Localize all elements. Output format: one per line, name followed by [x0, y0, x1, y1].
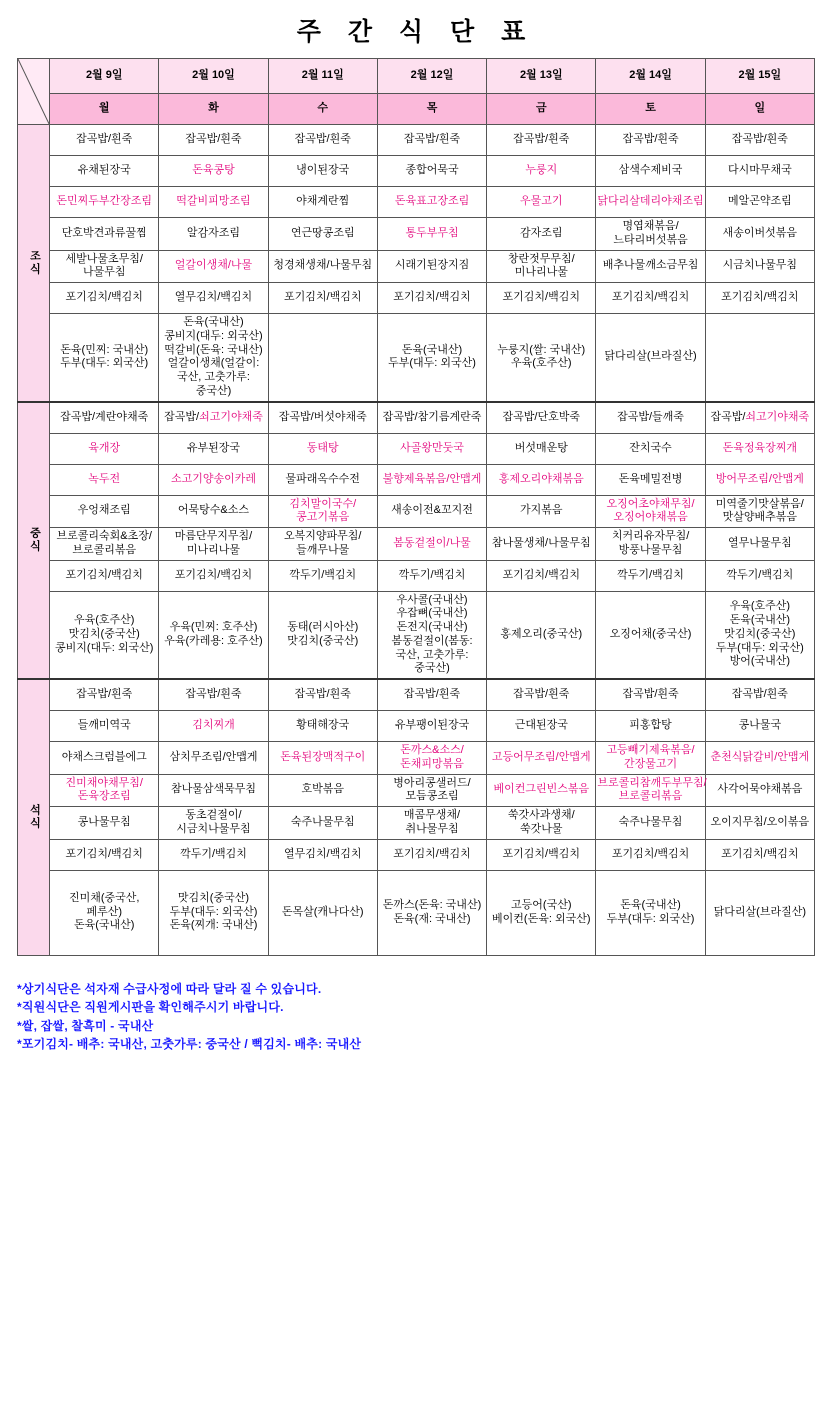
menu-cell-lunch-5-6: 깍두기/백김치: [705, 560, 814, 591]
origin-cell-lunch-4: [487, 591, 596, 679]
menu-cell-breakfast-1-3: 종합어묵국: [377, 156, 486, 187]
menu-cell-lunch-3-2: 김치말이국수/콩고기볶음: [268, 495, 377, 528]
menu-cell-dinner-0-3: 잡곡밥/흰죽: [377, 679, 486, 711]
origin-line: 우잡뼈(국내산): [396, 607, 468, 620]
origin-line: 돈육(찌개: 국내산): [169, 919, 258, 932]
menu-cell-dinner-2-1: 삼치무조림/안맵게: [159, 742, 268, 775]
header-date-0: 2월 9일: [50, 59, 159, 94]
menu-cell-lunch-4-4: 참나물생채/나물무침: [487, 528, 596, 561]
menu-cell-lunch-1-4: 버섯매운탕: [487, 433, 596, 464]
table-row: [18, 187, 815, 218]
header-date-1: 2월 10일: [159, 59, 268, 94]
page-title: 주 간 식 단 표: [296, 18, 536, 46]
footer-notes: [17, 980, 815, 1054]
origin-cell-dinner-2: [268, 870, 377, 955]
header-date-3: 2월 12일: [377, 59, 486, 94]
menu-cell-lunch-2-3: 불향제육볶음/안맵게: [377, 464, 486, 495]
table-row: [18, 679, 815, 711]
menu-cell-dinner-4-2: 숙주나물무침: [268, 807, 377, 840]
menu-cell-breakfast-1-0: 유채된장국: [50, 156, 159, 187]
menu-cell-dinner-5-3: 포기김치/백김치: [377, 839, 486, 870]
table-row: [18, 125, 815, 156]
menu-cell-dinner-2-2: 돈육된장맥적구이: [268, 742, 377, 775]
menu-text-part: 잡곡밥/: [710, 410, 746, 423]
table-row: [18, 283, 815, 314]
menu-cell-dinner-4-6: 오이지무침/오이볶음: [705, 807, 814, 840]
menu-cell-dinner-2-4: 고등어무조림/안맵게: [487, 742, 596, 775]
menu-cell-lunch-0-3: 잡곡밥/참기름계란죽: [377, 402, 486, 434]
menu-cell-dinner-4-4: 쑥갓사과생채/쑥갓나물: [487, 807, 596, 840]
menu-cell-breakfast-5-3: 포기김치/백김치: [377, 283, 486, 314]
menu-cell-breakfast-4-6: 시금치나물무침: [705, 250, 814, 283]
menu-cell-dinner-4-0: 콩나물무침: [50, 807, 159, 840]
origin-line: 맛김치(중국산): [68, 627, 140, 640]
menu-cell-breakfast-5-6: 포기김치/백김치: [705, 283, 814, 314]
menu-cell-lunch-0-2: 잡곡밥/버섯야채죽: [268, 402, 377, 434]
menu-cell-lunch-3-5: 오징어초야채무침/오징어야채볶음: [596, 495, 705, 528]
meal-label-lunch: [18, 402, 50, 680]
origin-cell-lunch-1: [159, 591, 268, 679]
origin-line: 돈육(국내산): [73, 919, 135, 932]
menu-cell-dinner-0-1: 잡곡밥/흰죽: [159, 679, 268, 711]
menu-text-part: 잡곡밥/: [164, 410, 200, 423]
meal-label-text: 조식: [28, 249, 41, 276]
origin-cell-lunch-0: [50, 591, 159, 679]
menu-cell-lunch-2-6: 방어무조림/안맵게: [705, 464, 814, 495]
menu-cell-lunch-5-0: 포기김치/백김치: [50, 560, 159, 591]
menu-cell-dinner-5-6: 포기김치/백김치: [705, 839, 814, 870]
header-day-0: 월: [50, 94, 159, 125]
origin-cell-dinner-3: [377, 870, 486, 955]
menu-cell-dinner-0-2: 잡곡밥/흰죽: [268, 679, 377, 711]
origin-line: 맛김치(중국산): [177, 891, 250, 904]
origin-line: 우육(카레용: 호주산): [164, 634, 263, 647]
menu-cell-lunch-0-1: [159, 402, 268, 434]
footer-note-1: *직원식단은 직원게시판을 확인해주시기 바랍니다.: [17, 1000, 284, 1015]
menu-cell-breakfast-0-0: 잡곡밥/흰죽: [50, 125, 159, 156]
menu-cell-dinner-3-2: 호박볶음: [268, 774, 377, 807]
origin-line: 고등어(국산): [511, 898, 572, 911]
menu-cell-dinner-2-3: 돈까스&소스/돈채피망볶음: [377, 742, 486, 775]
header-date-2: 2월 11일: [268, 59, 377, 94]
menu-cell-breakfast-3-6: 새송이버섯볶음: [705, 218, 814, 251]
menu-cell-dinner-5-2: 열무김치/백김치: [268, 839, 377, 870]
table-row: [18, 218, 815, 251]
origin-line: 두부(대두: 외국산): [388, 357, 476, 370]
menu-cell-lunch-2-1: 소고기양송이카레: [159, 464, 268, 495]
menu-cell-lunch-3-0: 우엉채조림: [50, 495, 159, 528]
menu-cell-breakfast-2-5: 닭다리살데리야채조림: [596, 187, 705, 218]
header-date-5: 2월 14일: [596, 59, 705, 94]
menu-cell-lunch-3-4: 가지볶음: [487, 495, 596, 528]
table-row: [18, 742, 815, 775]
origin-cell-breakfast-3: [377, 314, 486, 402]
menu-cell-dinner-5-5: 포기김치/백김치: [596, 839, 705, 870]
table-header: [18, 59, 815, 125]
origin-line: 누룽지(쌀: 국내산): [497, 343, 586, 356]
menu-cell-lunch-3-1: 어묵탕수&소스: [159, 495, 268, 528]
origin-row: [18, 314, 815, 402]
origin-line: 오징어채(중국산): [609, 627, 692, 640]
origin-line: 우육(호주산): [73, 614, 135, 627]
origin-cell-dinner-1: [159, 870, 268, 955]
menu-cell-lunch-4-6: 열무나물무침: [705, 528, 814, 561]
origin-line: 방어(국내산): [729, 655, 791, 668]
menu-cell-lunch-2-5: 돈육메밀전병: [596, 464, 705, 495]
menu-cell-dinner-1-2: 황태해장국: [268, 711, 377, 742]
table-row: [18, 839, 815, 870]
menu-cell-dinner-5-0: 포기김치/백김치: [50, 839, 159, 870]
menu-cell-dinner-2-5: 고등빼기제육볶음/간장물고기: [596, 742, 705, 775]
header-day-2: 수: [268, 94, 377, 125]
menu-cell-lunch-3-3: 새송이전&꼬지전: [377, 495, 486, 528]
menu-cell-breakfast-3-5: 명엽채볶음/느타리버섯볶음: [596, 218, 705, 251]
meal-label-breakfast: [18, 125, 50, 402]
footer-note-3: *포기김치- 배추: 국내산, 고춧가루: 중국산 / 뻑김치- 배추: 국내산: [17, 1037, 362, 1052]
menu-cell-dinner-0-6: 잡곡밥/흰죽: [705, 679, 814, 711]
menu-text-part-highlight: 쇠고기야채죽: [745, 410, 810, 423]
menu-cell-lunch-1-5: 잔치국수: [596, 433, 705, 464]
origin-line: 콩비지(대두: 외국산): [164, 329, 263, 342]
origin-cell-lunch-5: [596, 591, 705, 679]
menu-cell-lunch-5-2: 깍두기/백김치: [268, 560, 377, 591]
menu-cell-breakfast-2-1: 떡갈비피망조림: [159, 187, 268, 218]
table-row: [18, 433, 815, 464]
origin-line: 두부(대두: 외국산): [715, 641, 804, 654]
origin-line: 돈전지(국내산): [396, 621, 468, 633]
table-row: [18, 464, 815, 495]
footer-note-0: *상기식단은 석자재 수급사정에 따라 달라 질 수 있습니다.: [17, 981, 322, 996]
menu-cell-dinner-3-4: 베이컨그린빈스볶음: [487, 774, 596, 807]
menu-cell-dinner-5-1: 깍두기/백김치: [159, 839, 268, 870]
menu-cell-dinner-4-5: 숙주나물무침: [596, 807, 705, 840]
origin-line: 얼갈이생채(얼갈이: 국산, 고춧가루: 중국산): [167, 357, 260, 397]
menu-cell-breakfast-0-1: 잡곡밥/흰죽: [159, 125, 268, 156]
origin-line: 우육(호주산): [729, 600, 791, 613]
menu-cell-lunch-4-1: 마름단무지무침/미나리나물: [159, 528, 268, 561]
table-row: [18, 250, 815, 283]
menu-cell-dinner-0-0: 잡곡밥/흰죽: [50, 679, 159, 711]
origin-line: 돈육(국내산): [729, 614, 791, 627]
menu-cell-breakfast-2-4: 우물고기: [487, 187, 596, 218]
origin-row: [18, 870, 815, 955]
menu-cell-lunch-5-1: 포기김치/백김치: [159, 560, 268, 591]
menu-cell-breakfast-2-3: 돈육표고장조림: [377, 187, 486, 218]
origin-line: 우육(호주산): [511, 357, 572, 370]
weekly-menu-table: [17, 58, 815, 956]
origin-line: 떡갈비(돈육: 국내산): [164, 343, 263, 356]
header-date-6: 2월 15일: [705, 59, 814, 94]
menu-cell-lunch-5-5: 깍두기/백김치: [596, 560, 705, 591]
menu-cell-breakfast-4-1: 얼갈이생채/나물: [159, 250, 268, 283]
origin-line: 돈목살(캐나다산): [281, 905, 364, 918]
menu-cell-lunch-1-0: 육개장: [50, 433, 159, 464]
origin-line: 우육(민찌: 호주산): [169, 621, 258, 633]
menu-cell-breakfast-4-3: 시래기된장지짐: [377, 250, 486, 283]
footer-note-2: *쌀, 잡쌀, 찰흑미 - 국내산: [17, 1018, 154, 1033]
meal-label-text: 중식: [28, 527, 41, 554]
table-row: [18, 156, 815, 187]
origin-cell-breakfast-4: [487, 314, 596, 402]
menu-cell-breakfast-0-4: 잡곡밥/흰죽: [487, 125, 596, 156]
menu-cell-dinner-4-1: 동초겉절이/시금치나물무침: [159, 807, 268, 840]
menu-cell-lunch-5-4: 포기김치/백김치: [487, 560, 596, 591]
header-date-4: 2월 13일: [487, 59, 596, 94]
origin-line: 두부(대두: 외국산): [169, 905, 258, 918]
header-day-1: 화: [159, 94, 268, 125]
menu-cell-breakfast-3-0: 단호박견과류꿀찜: [50, 218, 159, 251]
origin-line: 베이컨(돈육: 외국산): [492, 912, 591, 925]
origin-line: 닭다리살(브라질산): [604, 350, 697, 363]
origin-line: 두부(대두: 외국산): [60, 357, 149, 370]
menu-cell-breakfast-0-3: 잡곡밥/흰죽: [377, 125, 486, 156]
header-day-3: 목: [377, 94, 486, 125]
menu-cell-dinner-2-0: 야채스크럼블에그: [50, 742, 159, 775]
menu-cell-dinner-3-6: 사각어묵야채볶음: [705, 774, 814, 807]
menu-cell-breakfast-5-1: 열무김치/백김치: [159, 283, 268, 314]
menu-cell-dinner-0-4: 잡곡밥/흰죽: [487, 679, 596, 711]
menu-cell-lunch-4-3: 봄동겉절이/나물: [377, 528, 486, 561]
menu-cell-dinner-1-3: 유부팽이된장국: [377, 711, 486, 742]
menu-cell-breakfast-5-0: 포기김치/백김치: [50, 283, 159, 314]
table-row: [18, 560, 815, 591]
origin-line: 돈육(재: 국내산): [393, 912, 471, 925]
menu-cell-lunch-0-6: [705, 402, 814, 434]
menu-cell-breakfast-2-6: 메알곤약조림: [705, 187, 814, 218]
menu-cell-breakfast-4-0: 세발나물초무침/나물무침: [50, 250, 159, 283]
menu-cell-dinner-4-3: 매콤무생채/취나물무침: [377, 807, 486, 840]
menu-cell-breakfast-2-0: 돈민찌두부간장조림: [50, 187, 159, 218]
origin-line: 맛김치(중국산): [287, 634, 359, 647]
origin-line: 콩비지(대두: 외국산): [54, 641, 154, 654]
origin-line: 돈육(국내산): [183, 316, 244, 328]
origin-cell-breakfast-0: [50, 314, 159, 402]
menu-cell-dinner-1-4: 근대된장국: [487, 711, 596, 742]
origin-cell-breakfast-1: [159, 314, 268, 402]
menu-cell-dinner-1-6: 콩나물국: [705, 711, 814, 742]
menu-cell-dinner-3-0: 진미채야채무침/돈육장조림: [50, 774, 159, 807]
menu-cell-breakfast-0-2: 잡곡밥/흰죽: [268, 125, 377, 156]
menu-cell-lunch-2-4: 홍제오리야채볶음: [487, 464, 596, 495]
origin-line: 돈까스(돈육: 국내산): [382, 898, 482, 911]
origin-line: 봄동겉절이(봄동: 국산, 고춧가루: 중국산): [391, 634, 473, 675]
menu-cell-breakfast-3-1: 알감자조림: [159, 218, 268, 251]
origin-line: 두부(대두: 외국산): [606, 912, 695, 925]
menu-cell-lunch-5-3: 깍두기/백김치: [377, 560, 486, 591]
menu-cell-dinner-2-6: 춘천식닭갈비/안맵게: [705, 742, 814, 775]
table-body: [18, 125, 815, 956]
menu-cell-breakfast-5-4: 포기김치/백김치: [487, 283, 596, 314]
origin-line: 돈육(국내산): [620, 898, 681, 911]
origin-cell-lunch-2: [268, 591, 377, 679]
menu-cell-lunch-0-4: 잡곡밥/단호박죽: [487, 402, 596, 434]
origin-line: 닭다리살(브라질산): [713, 905, 806, 918]
table-row: [18, 528, 815, 561]
menu-cell-dinner-3-5: 브로콜리참깨두부무침/브로콜리볶음: [596, 774, 705, 807]
origin-cell-breakfast-2: [268, 314, 377, 402]
menu-cell-lunch-1-2: 동태탕: [268, 433, 377, 464]
origin-cell-dinner-5: [596, 870, 705, 955]
origin-row: [18, 591, 815, 679]
menu-cell-dinner-1-1: 김치찌개: [159, 711, 268, 742]
diagonal-line-icon: [18, 59, 49, 124]
header-day-4: 금: [487, 94, 596, 125]
table-row: [18, 402, 815, 434]
menu-cell-breakfast-4-5: 배추나물깨소금무침: [596, 250, 705, 283]
menu-cell-lunch-3-6: 미역줄기맛살볶음/맛살양배추볶음: [705, 495, 814, 528]
menu-cell-breakfast-1-6: 다시마무채국: [705, 156, 814, 187]
menu-cell-lunch-0-0: 잡곡밥/계란야채죽: [50, 402, 159, 434]
menu-cell-dinner-0-5: 잡곡밥/흰죽: [596, 679, 705, 711]
origin-line: 홍제오리(중국산): [500, 627, 583, 640]
menu-cell-lunch-4-0: 브로콜리숙회&초장/브로콜리볶음: [50, 528, 159, 561]
table-row: [18, 807, 815, 840]
menu-text-part-highlight: 쇠고기야채죽: [199, 410, 263, 423]
menu-cell-breakfast-5-5: 포기김치/백김치: [596, 283, 705, 314]
header-day-5: 토: [596, 94, 705, 125]
origin-line: 진미채(중국산, 페루산): [68, 891, 140, 918]
menu-cell-dinner-3-1: 참나물삼색묵무침: [159, 774, 268, 807]
origin-line: 돈육(민찌: 국내산): [60, 343, 149, 356]
menu-cell-breakfast-5-2: 포기김치/백김치: [268, 283, 377, 314]
origin-cell-breakfast-6: [705, 314, 814, 402]
table-row: [18, 774, 815, 807]
menu-cell-lunch-1-3: 사골왕만둣국: [377, 433, 486, 464]
menu-cell-breakfast-1-2: 냉이된장국: [268, 156, 377, 187]
origin-cell-lunch-6: [705, 591, 814, 679]
menu-cell-lunch-4-5: 치커리유자무침/방풍나물무침: [596, 528, 705, 561]
meal-label-text: 석식: [28, 804, 41, 831]
menu-cell-breakfast-3-2: 연근땅콩조림: [268, 218, 377, 251]
corner-cell: [18, 59, 50, 125]
menu-cell-lunch-4-2: 오복지양파무침/들깨무나물: [268, 528, 377, 561]
menu-cell-breakfast-3-3: 통두부무침: [377, 218, 486, 251]
menu-cell-lunch-2-0: 녹두전: [50, 464, 159, 495]
menu-cell-breakfast-1-5: 삼색수제비국: [596, 156, 705, 187]
origin-cell-dinner-0: [50, 870, 159, 955]
origin-cell-lunch-3: [377, 591, 486, 679]
origin-line: 동태(러시아산): [287, 621, 359, 633]
menu-cell-lunch-2-2: 물파래옥수수전: [268, 464, 377, 495]
table-row: [18, 711, 815, 742]
menu-cell-breakfast-4-2: 청경채생채/나물무침: [268, 250, 377, 283]
menu-cell-lunch-1-1: 유부된장국: [159, 433, 268, 464]
origin-line: 돈육(국내산): [401, 343, 463, 356]
menu-cell-breakfast-3-4: 감자조림: [487, 218, 596, 251]
menu-cell-lunch-1-6: 돈육정육장찌개: [705, 433, 814, 464]
origin-line: 우사콜(국내산): [396, 593, 468, 606]
menu-cell-lunch-0-5: 잡곡밥/들깨죽: [596, 402, 705, 434]
menu-cell-breakfast-4-4: 창란젓무무침/미나리나물: [487, 250, 596, 283]
menu-cell-breakfast-0-6: 잡곡밥/흰죽: [705, 125, 814, 156]
menu-cell-dinner-3-3: 병아리콩샐러드/모듬콩조림: [377, 774, 486, 807]
menu-cell-breakfast-1-4: 누룽지: [487, 156, 596, 187]
origin-cell-dinner-4: [487, 870, 596, 955]
menu-cell-breakfast-0-5: 잡곡밥/흰죽: [596, 125, 705, 156]
menu-cell-breakfast-1-1: 돈육콩탕: [159, 156, 268, 187]
table-row: [18, 495, 815, 528]
menu-cell-dinner-1-0: 들깨미역국: [50, 711, 159, 742]
header-day-6: 일: [705, 94, 814, 125]
meal-label-dinner: [18, 679, 50, 955]
origin-cell-breakfast-5: [596, 314, 705, 402]
menu-cell-dinner-1-5: 피홍합탕: [596, 711, 705, 742]
origin-line: 맛김치(중국산): [724, 627, 796, 640]
origin-cell-dinner-6: [705, 870, 814, 955]
menu-cell-breakfast-2-2: 야채계란찜: [268, 187, 377, 218]
menu-cell-dinner-5-4: 포기김치/백김치: [487, 839, 596, 870]
